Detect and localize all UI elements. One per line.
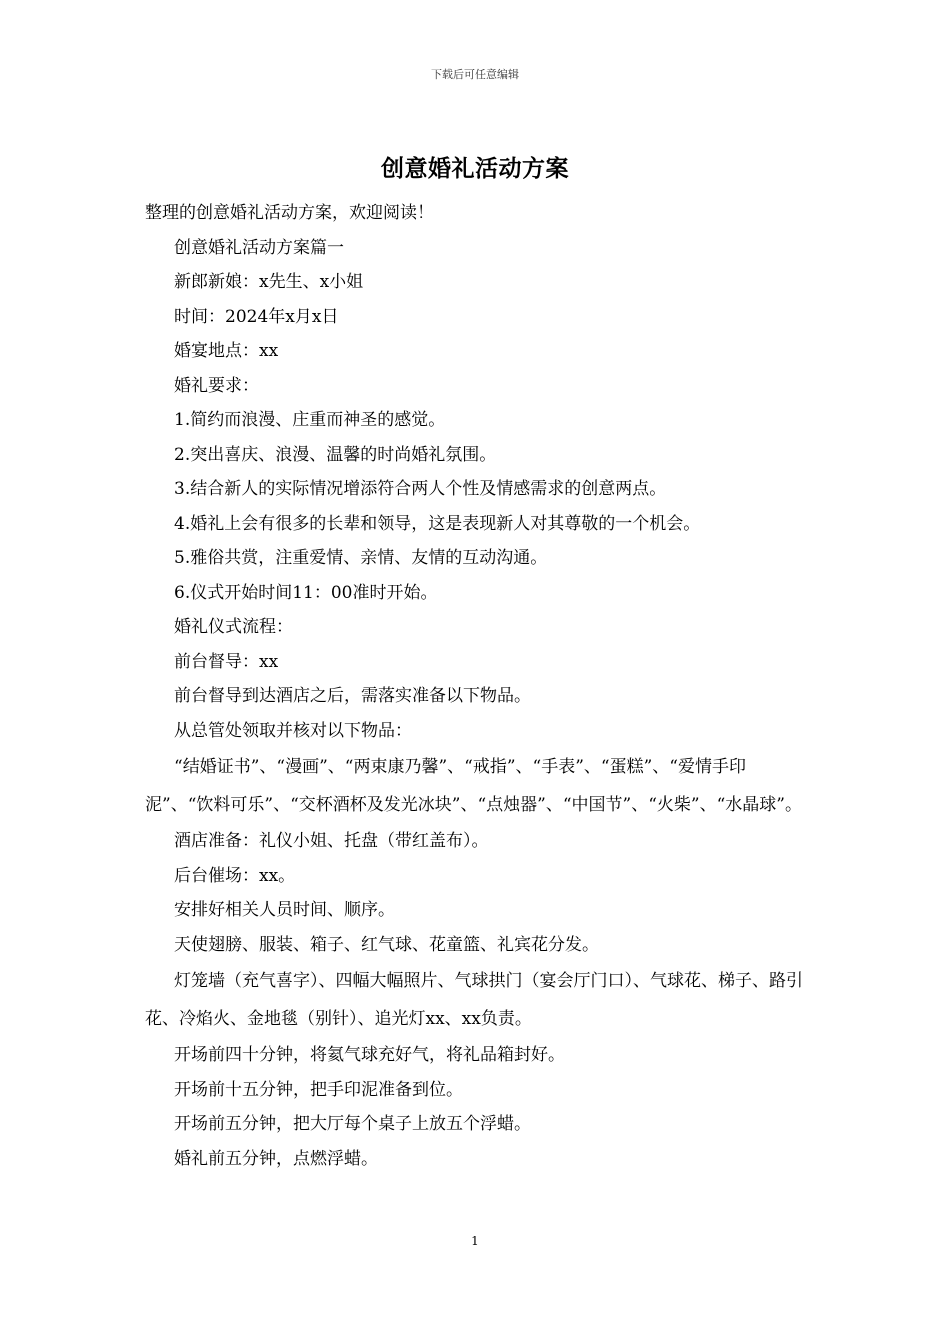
document-paragraph: 整理的创意婚礼活动方案，欢迎阅读！ — [145, 203, 434, 223]
document-paragraph: 天使翅膀、服装、箱子、红气球、花童篮、礼宾花分发。 — [174, 934, 599, 955]
document-paragraph: 创意婚礼活动方案篇一 — [174, 237, 344, 258]
document-paragraph: 酒店准备：礼仪小姐、托盘（带红盖布）。 — [174, 831, 489, 851]
document-paragraph: 安排好相关人员时间、顺序。 — [174, 900, 395, 920]
document-paragraph: 前台督导：xx — [174, 651, 279, 672]
document-paragraph: 4.婚礼上会有很多的长辈和领导，这是表现新人对其尊敬的一个机会。 — [174, 513, 701, 534]
document-paragraph: 前台督导到达酒店之后，需落实准备以下物品。 — [174, 686, 531, 706]
document-paragraph: 新郎新娘：x先生、x小姐 — [174, 272, 364, 292]
document-paragraph: 开场前五分钟，把大厅每个桌子上放五个浮蜡。 — [174, 1114, 531, 1134]
document-paragraph: 6.仪式开始时间11：00准时开始。 — [174, 582, 438, 603]
document-paragraph: 婚礼前五分钟，点燃浮蜡。 — [174, 1148, 378, 1169]
document-paragraph: 灯笼墙（充气喜字）、四幅大幅照片、气球拱门（宴会厅门口）、气球花、梯子、路引花、冷焰火、金地毯（别针）、追光灯xx、xx负责。 — [145, 971, 803, 1029]
document-paragraph: 1.简约而浪漫、庄重而神圣的感觉。 — [174, 410, 446, 430]
document-paragraph: 婚宴地点：xx — [174, 341, 279, 361]
document-paragraph: 从总管处领取并核对以下物品： — [174, 720, 412, 741]
document-paragraph: “结婚证书”、“漫画”、“两束康乃馨”、“戒指”、“手表”、“蛋糕”、“爱情手印泥”、“饮料可乐”、“交杯酒杯及发光冰块”、“点烛器”、“中国节”、“火柴”、“水晶球”。 — [145, 757, 802, 815]
page-header-note: 下载后可任意编辑 — [431, 68, 519, 81]
document-paragraph: 婚礼仪式流程： — [174, 617, 293, 637]
document-paragraph: 婚礼要求： — [174, 375, 259, 396]
document-paragraph: 2.突出喜庆、浪漫、温馨的时尚婚礼氛围。 — [174, 444, 497, 465]
document-paragraph: 后台催场：xx。 — [174, 865, 296, 886]
document-paragraph: 3.结合新人的实际情况增添符合两人个性及情感需求的创意两点。 — [174, 479, 667, 499]
document-paragraph: 时间：2024年x月x日 — [174, 306, 339, 327]
document-paragraph: 开场前十五分钟，把手印泥准备到位。 — [174, 1079, 463, 1100]
document-paragraph: 开场前四十分钟，将氦气球充好气，将礼品箱封好。 — [174, 1045, 565, 1065]
page-number: 1 — [471, 1234, 479, 1248]
document-body — [145, 196, 810, 1176]
document-title: 创意婚礼活动方案 — [381, 155, 569, 182]
document-paragraph: 5.雅俗共赏，注重爱情、亲情、友情的互动沟通。 — [174, 548, 548, 568]
